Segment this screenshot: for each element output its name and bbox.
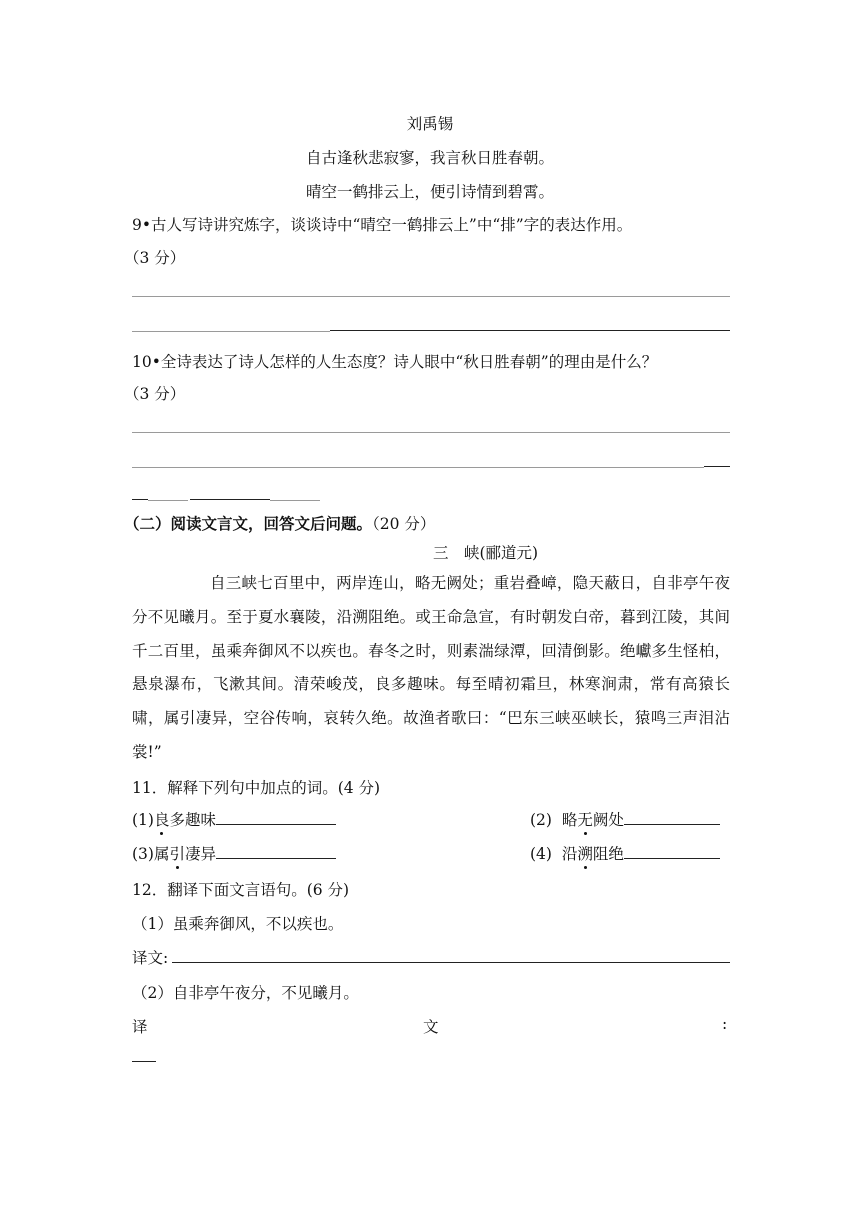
q11-item-4-dotted: 溯 — [577, 842, 593, 864]
q11-item-2-pre: 略 — [561, 811, 578, 829]
q11-item-1 — [132, 808, 336, 830]
q12-translation-label-2-a: 译 — [132, 1018, 148, 1036]
answer-line-10b[interactable] — [132, 467, 704, 468]
answer-line-10b-end[interactable] — [704, 466, 730, 467]
q11-item-2-dotted: 无 — [577, 808, 593, 830]
question-9: 9•古人写诗讲究炼字，谈谈诗中“晴空一鹤排云上”中“排”字的表达作用。 — [132, 216, 633, 234]
poem-line-1: 自古逢秋悲寂寥，我言秋日胜春朝。 — [305, 149, 554, 167]
q11-item-1-blank[interactable] — [216, 810, 336, 825]
answer-line-10a[interactable] — [132, 432, 730, 433]
q11-item-4-num: (4) — [530, 845, 552, 863]
q11-item-2-post: 阙处 — [592, 811, 624, 829]
question-12: 12．翻译下面文言语句。(6 分) — [132, 881, 350, 899]
q11-item-3 — [132, 842, 336, 864]
q11-item-2-num: (2) — [530, 811, 552, 829]
q11-item-4 — [530, 842, 720, 864]
q12-sentence-1: （1）虽乘奔御风，不以疾也。 — [132, 915, 344, 933]
q11-item-4-post: 阻绝 — [592, 845, 624, 863]
q11-item-3-blank[interactable] — [216, 844, 336, 859]
q12-translation-label-2-c: : — [722, 1015, 728, 1033]
answer-line-10c-bold[interactable] — [190, 499, 270, 500]
q11-item-1-post: 多趣味 — [169, 811, 216, 829]
answer-line-10c-mid[interactable] — [148, 500, 188, 501]
q11-item-3-post: 凄异 — [185, 845, 217, 863]
section-2-heading — [124, 512, 435, 534]
q11-item-3-num: (3) — [132, 845, 154, 863]
section-2-heading-text: （二）阅读文言文，回答文后问题。 — [124, 514, 373, 533]
answer-line-10c-start[interactable] — [132, 499, 148, 500]
q11-item-4-pre: 沿 — [561, 845, 578, 863]
answer-line-10c-end[interactable] — [270, 500, 320, 501]
q12-sentence-2: （2）自非亭午夜分，不见曦月。 — [132, 984, 359, 1002]
section-2-score: （20 分） — [372, 515, 436, 533]
question-11: 11．解释下列句中加点的词。(4 分) — [132, 779, 381, 797]
q11-item-4-blank[interactable] — [624, 844, 720, 859]
q12-translation-label-2-b: 文 — [423, 1018, 439, 1036]
q11-item-1-num: (1) — [132, 811, 154, 829]
answer-line-9b-right[interactable] — [330, 330, 730, 331]
q11-item-2-blank[interactable] — [624, 810, 720, 825]
q11-item-3-dotted: 引 — [169, 842, 185, 864]
answer-line-9a[interactable] — [132, 296, 730, 297]
passage-text: 自三峡七百里中，两岸连山，略无阙处；重岩叠嶂，隐天蔽日，自非亭午夜分不见曦月。至于夏水襄陵，沿溯阻绝。或王命急宣，有时朝发白帝，暮到江陵，其间千二百里，虽乘奔御风不以疾也。春冬之时，则素湍绿潭，回清倒影。绝巘多生怪柏，悬泉瀑布，飞漱其间。清荣峻茂，良多趣味。每至晴初霜旦，林寒涧肃，常有高猿长啸，属引凄异，空谷传响，哀转久绝。故渔者歌曰：“巴东三峡巫峡长，猿鸣三声泪沾裳!” — [132, 574, 730, 761]
q12-translation-label-1: 译文: — [132, 949, 169, 967]
answer-line-9b-left[interactable] — [132, 331, 330, 332]
q11-item-2 — [530, 808, 720, 830]
poem-line-2: 晴空一鹤排云上，便引诗情到碧霄。 — [305, 183, 554, 201]
q11-item-3-pre: 属 — [153, 845, 170, 863]
passage-title: 三 峡(郦道元) — [433, 544, 539, 562]
q12-translation-line-2[interactable] — [132, 1061, 156, 1062]
question-9-score: （3 分） — [124, 249, 186, 267]
question-10: 10•全诗表达了诗人怎样的人生态度？诗人眼中“秋日胜春朝”的理由是什么？ — [132, 353, 658, 371]
poem-author: 刘禹锡 — [406, 115, 454, 133]
q12-translation-line-1[interactable] — [172, 962, 730, 963]
question-10-score: （3 分） — [124, 385, 186, 403]
q11-item-1-dotted: 良 — [154, 808, 170, 830]
